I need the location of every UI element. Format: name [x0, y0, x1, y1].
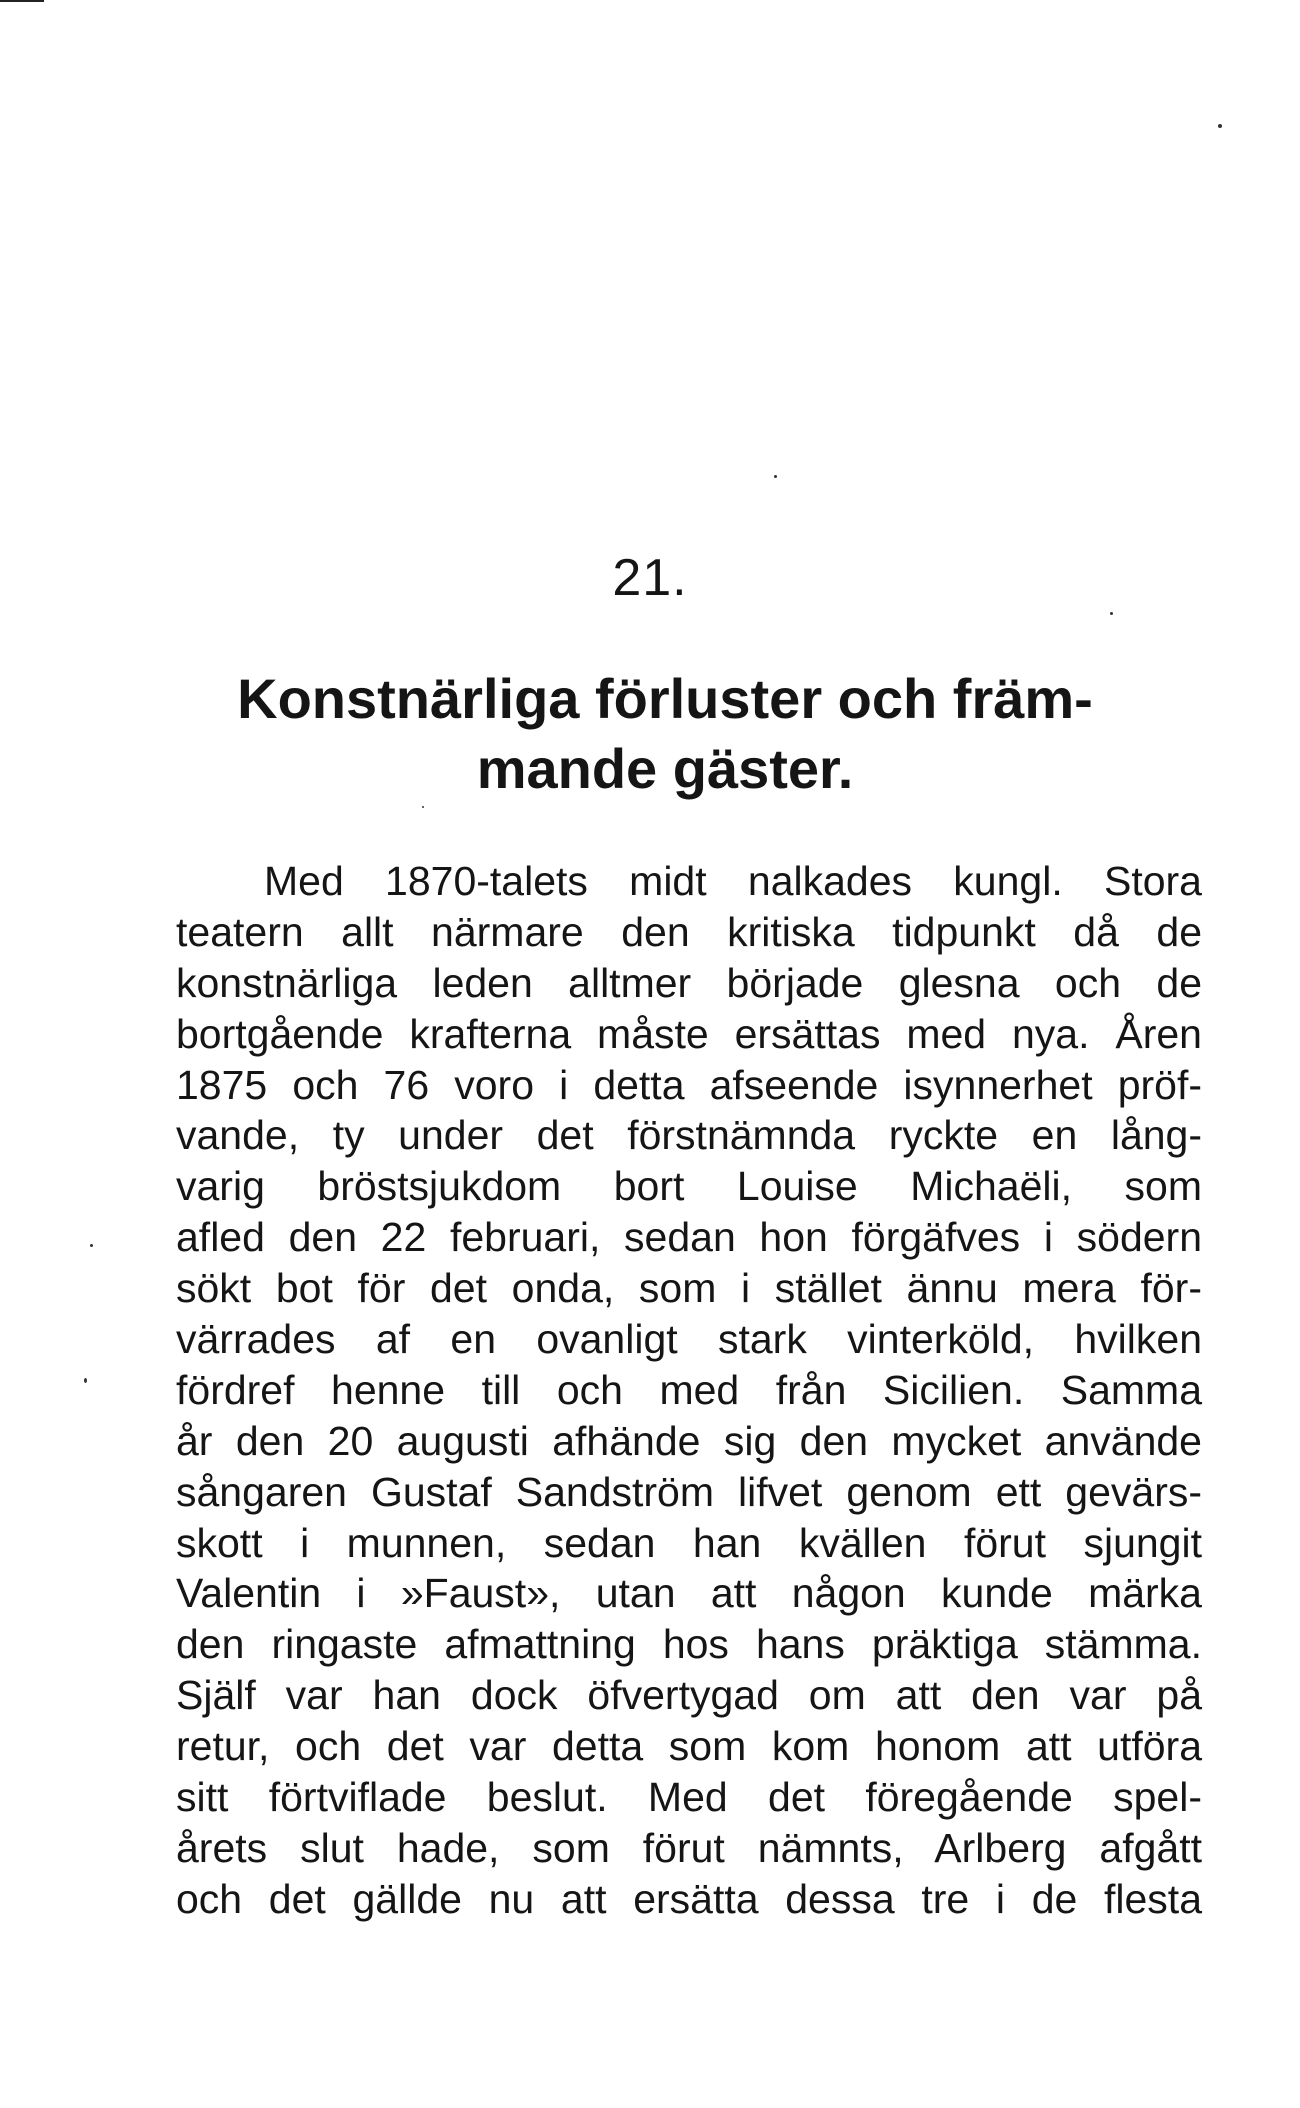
chapter-title-line: Konstnärliga förluster och främ-: [237, 667, 1093, 730]
text-line: Med 1870-talets midt nalkades kungl. Stora: [264, 858, 1202, 904]
text-line: Själf var han dock öfvertygad om att den var på: [176, 1672, 1202, 1719]
paper-speck: [422, 806, 424, 808]
text-line: varig bröstsjukdom bort Louise Michaëli, som: [176, 1163, 1202, 1210]
chapter-title: [160, 664, 1170, 804]
text-line: retur, och det var detta som kom honom att utföra: [176, 1723, 1202, 1770]
text-line: skott i munnen, sedan han kvällen förut sjungit: [176, 1519, 1202, 1566]
text-line: Valentin i »Faust», utan att någon kunde märka: [176, 1570, 1202, 1617]
text-line: 1875 och 76 voro i detta afseende isynnerhet pröf-: [176, 1061, 1202, 1108]
text-line: värrades af en ovanligt stark vinterköld, hvilken: [176, 1316, 1202, 1363]
text-line: teatern allt närmare den kritiska tidpunkt då de: [176, 908, 1202, 955]
text-line: vande, ty under det förstnämnda ryckte en lång-: [176, 1112, 1202, 1159]
text-line: den ringaste afmattning hos hans präktiga stämma.: [176, 1621, 1202, 1668]
chapter-number: 21.: [612, 549, 688, 607]
paper-speck: [90, 1244, 93, 1247]
text-line: årets slut hade, som förut nämnts, Arlberg afgått: [176, 1824, 1202, 1871]
text-line: och det gällde nu att ersätta dessa tre i de flesta: [176, 1875, 1202, 1922]
text-line: afled den 22 februari, sedan hon förgäfves i södern: [176, 1214, 1202, 1261]
scan-edge-mark: [0, 0, 44, 2]
text-line: konstnärliga leden alltmer började glesna och de: [176, 959, 1202, 1006]
text-line: år den 20 augusti afhände sig den mycket använde: [176, 1417, 1202, 1464]
text-line: sökt bot för det onda, som i stället ännu mera för-: [176, 1265, 1202, 1312]
chapter-title-line: mande gäster.: [476, 737, 854, 800]
paper-speck: [84, 1378, 87, 1383]
text-line: fördref henne till och med från Sicilien. Samma: [176, 1366, 1202, 1413]
paper-speck: [1218, 124, 1222, 128]
paper-speck: [1110, 612, 1113, 615]
paper-speck: [774, 475, 777, 478]
text-line: bortgående krafterna måste ersättas med nya. Åren: [176, 1010, 1202, 1057]
body-paragraph: [176, 856, 1202, 1925]
text-line: sångaren Gustaf Sandström lifvet genom ett gevärs-: [176, 1468, 1202, 1515]
text-line: sitt förtviflade beslut. Med det föregående spel-: [176, 1774, 1202, 1821]
